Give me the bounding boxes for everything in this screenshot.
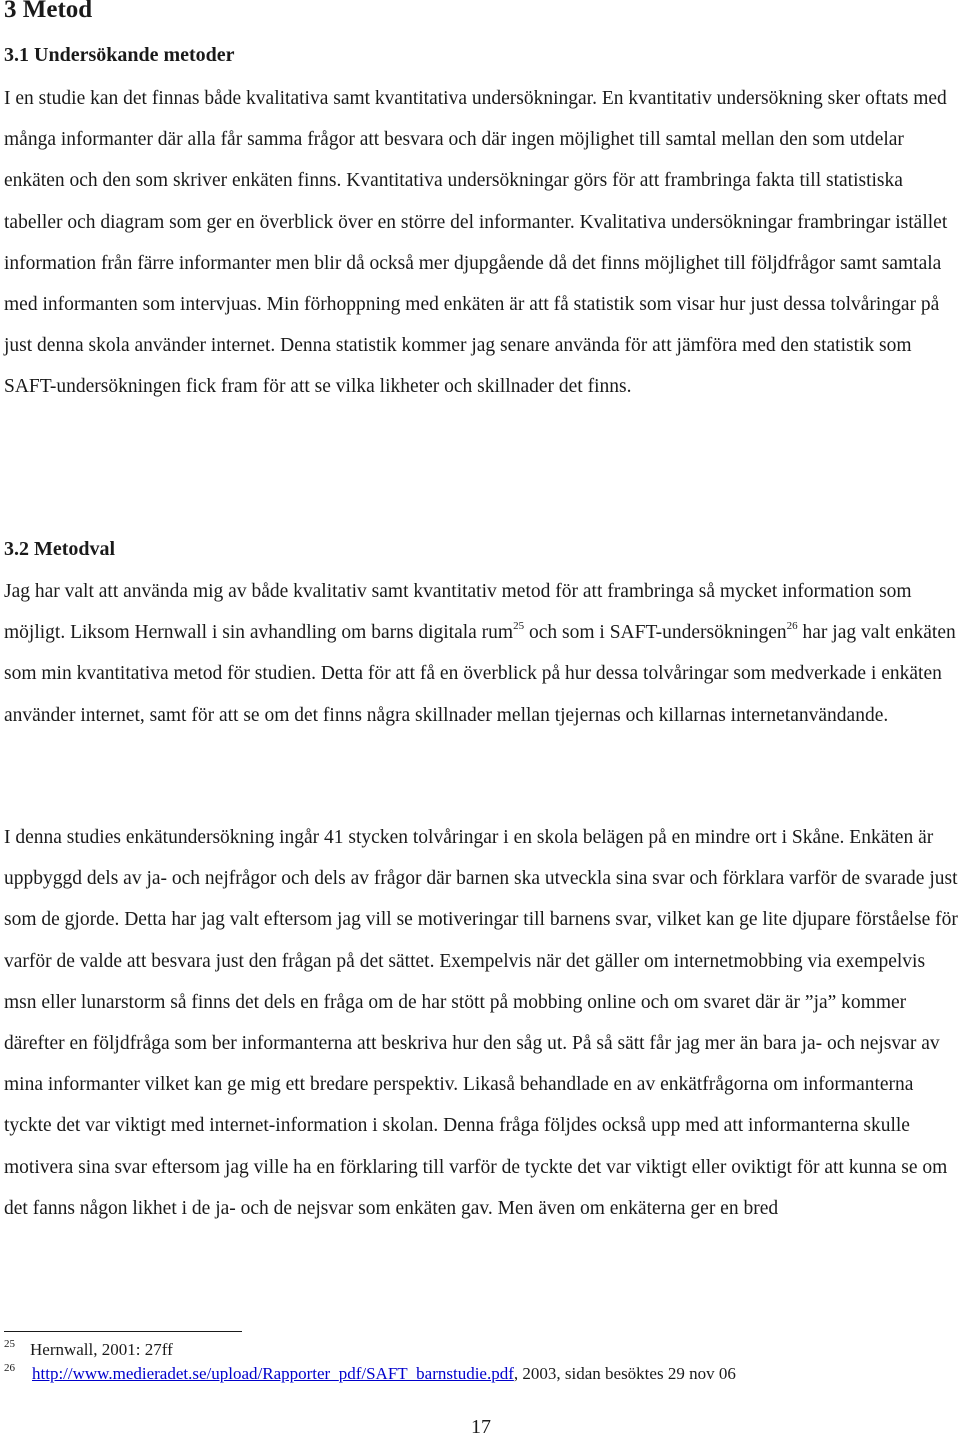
- paragraph-metodval: [4, 571, 959, 736]
- footnote-ref-25: 25: [513, 620, 525, 633]
- footnote-link-suffix: , 2003, sidan besöktes 29 nov 06: [513, 1364, 736, 1383]
- paragraph-metodval-part-3: har jag valt enkäten som min kvantitativa metod för studien. Detta för att få en överblick på hur dessa tolvåringar som medverkade i enkäten använder internet, samt för att se om det finns några skillnader mellan tjejernas och killarnas internetanvändande.: [4, 622, 956, 726]
- chapter-heading: 3 Metod: [4, 0, 93, 23]
- footnote-number: 26: [4, 1362, 15, 1374]
- footnote-ref-26: 26: [786, 620, 798, 633]
- paragraph-metodval-part-1: Jag har valt att använda mig av både kvalitativ samt kvantitativ metod för att frambringa så mycket information som möjligt. Liksom Hernwall i sin avhandling om barns digitala rum: [4, 581, 912, 644]
- footnote-link[interactable]: http://www.medieradet.se/upload/Rapporter_pdf/SAFT_barnstudie.pdf: [32, 1364, 514, 1383]
- page-number: 17: [471, 1416, 491, 1438]
- footnote-text: Hernwall, 2001: 27ff: [30, 1340, 173, 1359]
- footnote-separator: [4, 1331, 242, 1332]
- paragraph-enkatundersokning: I denna studies enkätundersökning ingår 41 stycken tolvåringar i en skola belägen på en mindre ort i Skåne. Enkäten är uppbyggd dels av ja- och nejfrågor och dels av frågor där barnen ska utveckla sina svar och förklara varför de svarade just som de gjorde. Detta har jag valt eftersom jag vill se motiveringar till barnens svar, vilket kan ge lite djupare förståelse för varför de valde att besvara just den frågan på det sättet. Exempelvis när det gäller om internetmobbing via exempelvis msn eller lunarstorm så finns det dels en fråga om de har stött på mobbing online och om svaret där är ”ja” kommer därefter en följdfråga som ber informanterna att beskriva hur den såg ut. På så sätt får jag mer än bara ja- och nejsvar av mina informanter vilket kan ge mig ett bredare perspektiv. Likaså behandlade en av enkätfrågorna om informanterna tyckte det var viktigt med internet-information i skolan. Denna fråga följdes också upp med att informanterna skulle motivera sina svar eftersom jag ville ha en förklaring till varför de tyckte det var viktigt eller oviktigt för att kunna se om det fanns någon likhet i de ja- och de nejsvar som enkäten gav. Men även om enkäterna ger en bred: [4, 827, 958, 1219]
- section-heading-metodval: 3.2 Metodval: [4, 538, 116, 560]
- paragraph-undersokande-metoder: I en studie kan det finnas både kvalitativa samt kvantitativa undersökningar. En kvantitativ undersökning sker oftats med många informanter där alla får samma frågor att besvara och där ingen möjlighet till samtal mellan den som utdelar enkäten och den som skriver enkäten finns. Kvantitativa undersökningar görs för att frambringa fakta till statistiska tabeller och diagram som ger en överblick över en större del informanter. Kvalitativa undersökningar frambringar istället information från färre informanter men blir då också mer djupgående då det finns möjlighet till följdfrågor samt samtala med informanten som intervjuas. Min förhoppning med enkäten är att få statistik som visar hur just dessa tolvåringar på just denna skola använder internet. Denna statistik kommer jag senare använda för att jämföra med den statistik som SAFT-undersökningen fick fram för att se vilka likheter och skillnader det finns.: [4, 88, 948, 398]
- section-heading-undersokande-metoder: 3.1 Undersökande metoder: [4, 44, 235, 66]
- footnote-text: [32, 1364, 736, 1384]
- footnote-number: 25: [4, 1338, 15, 1350]
- paragraph-metodval-part-2: och som i SAFT-undersökningen: [524, 622, 787, 644]
